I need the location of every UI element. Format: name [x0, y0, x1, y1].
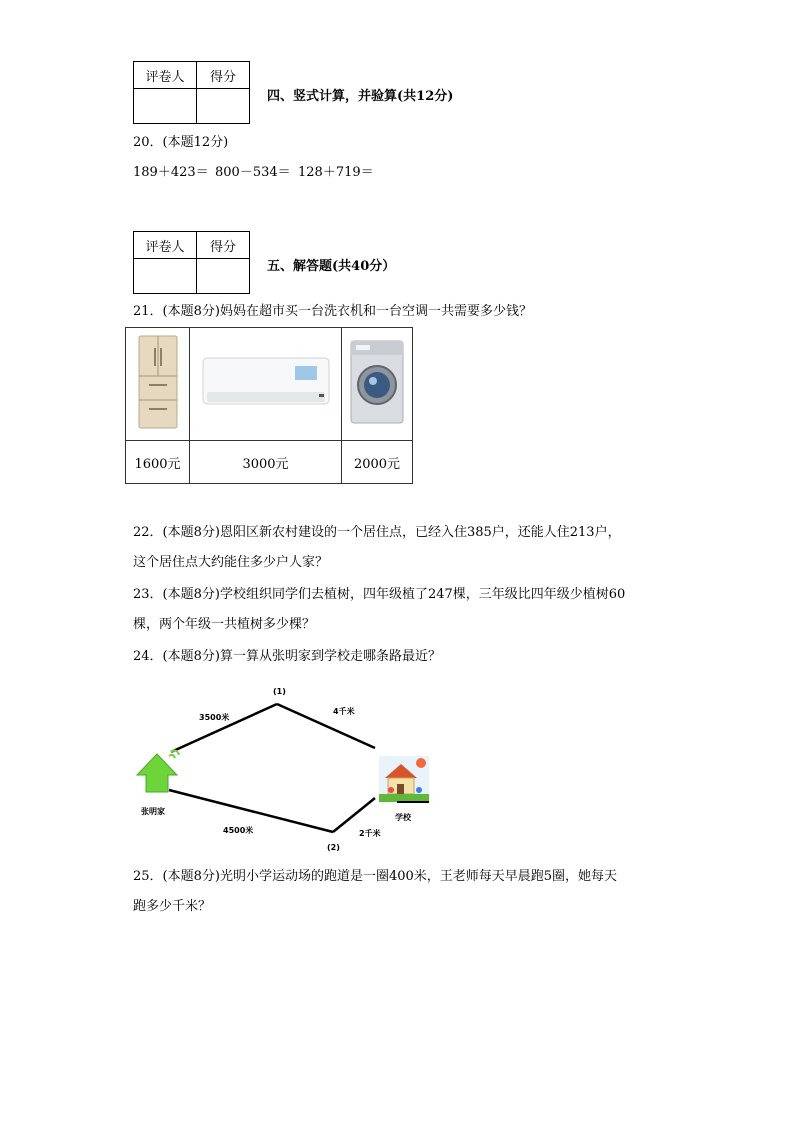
route1-label: (1) [273, 687, 286, 696]
air-conditioner-cell [190, 328, 342, 441]
q20-expr1: 189＋423＝ [133, 165, 209, 180]
score-label: 得分 [197, 62, 250, 89]
air-conditioner-icon [201, 356, 331, 408]
q25-line1: 25．(本题8分)光明小学运动场的跑道是一圈400米，王老师每天早晨跑5圈，她每天 [133, 869, 618, 884]
section5-title: 五、解答题(共40分） [267, 259, 396, 274]
grader-label: 评卷人 [134, 232, 197, 259]
score-cell[interactable] [197, 89, 250, 124]
route-map [133, 680, 453, 855]
price-refrigerator: 1600元 [126, 441, 190, 484]
q20-expr3: 128＋719＝ [298, 165, 374, 180]
refrigerator-icon [135, 334, 181, 430]
product-table [125, 327, 413, 484]
price-washing-machine: 2000元 [342, 441, 413, 484]
score-label: 得分 [197, 232, 250, 259]
q24-text: 24．(本题8分)算一算从张明家到学校走哪条路最近？ [133, 649, 441, 664]
grader-cell[interactable] [134, 89, 197, 124]
score-box-section4 [133, 61, 250, 124]
home-label: 张明家 [141, 807, 165, 816]
grader-label: 评卷人 [134, 62, 197, 89]
distance-4500m: 4500米 [223, 826, 254, 835]
score-box-section5 [133, 231, 250, 294]
grader-cell[interactable] [134, 259, 197, 294]
washing-machine-cell [342, 328, 413, 441]
section4-title: 四、竖式计算，并验算(共12分) [267, 89, 454, 104]
distance-2km: 2千米 [359, 829, 381, 838]
q22-line1: 22．(本题8分)恩阳区新农村建设的一个居住点，已经入住385户，还能人住213户， [133, 525, 621, 540]
q20-expr2: 800－534＝ [215, 165, 291, 180]
q21-text: 21．(本题8分)妈妈在超市买一台洗衣机和一台空调一共需要多少钱？ [133, 304, 532, 319]
refrigerator-cell [126, 328, 190, 441]
route-lines [169, 704, 375, 832]
q25-line2: 跑多少千米？ [133, 899, 212, 914]
washing-machine-icon [348, 339, 406, 425]
price-air-conditioner: 3000元 [190, 441, 342, 484]
route2-label: (2) [327, 843, 340, 852]
distance-4km: 4千米 [333, 707, 355, 716]
distance-3500m: 3500米 [199, 713, 230, 722]
school-icon [379, 756, 429, 802]
house-icon [137, 751, 179, 792]
q20-head: 20．(本题12分) [133, 135, 229, 150]
school-label: 学校 [395, 813, 411, 822]
q23-line2: 棵，两个年级一共植树多少棵？ [133, 617, 316, 632]
q23-line1: 23．(本题8分)学校组织同学们去植树，四年级植了247棵，三年级比四年级少植树60 [133, 587, 626, 602]
q22-line2: 这个居住点大约能住多少户人家？ [133, 555, 329, 570]
score-cell[interactable] [197, 259, 250, 294]
